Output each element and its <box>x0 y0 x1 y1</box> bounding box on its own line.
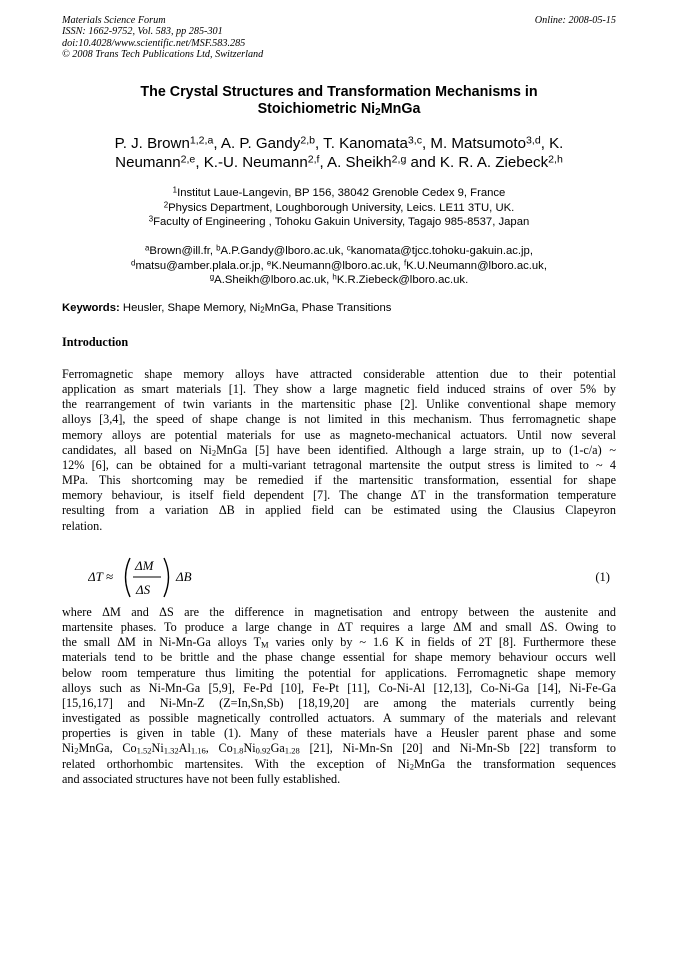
text-line: resulting from a variation ΔB in applied field can be estimated using the Clausius Clapeyron <box>62 503 616 518</box>
equation-1 <box>88 550 616 604</box>
paragraph-1 <box>62 367 616 534</box>
text-line: alloys [3,4], the speed of shape change is not limited in this mechanism. Thus ferromagnetic shape <box>62 412 616 427</box>
title-line-1: The Crystal Structures and Transformation Mechanisms in <box>140 84 538 100</box>
email-link[interactable]: matsu@amber.plala.or.jp <box>135 259 261 272</box>
email-line-3: $^g$A.Sheikh@lboro.ac.uk, $^h$K.R.Ziebeck@lboro.ac.uk. <box>209 272 469 287</box>
email-link[interactable]: Brown@ill.fr <box>149 245 210 257</box>
online-date: Online: 2008-05-15 <box>534 15 616 26</box>
text-line: application as smart materials [1]. They show a large magnetic field induced strains of over 5% by <box>62 382 616 397</box>
text-line: 12% [6], can be obtained for a multi-variant tetragonal martensite the output stress is limited to ~ 4 <box>62 457 616 472</box>
eq-numerator: ΔM <box>135 558 154 573</box>
author: A. P. Gandy <box>220 135 301 152</box>
author: K. R. A. Ziebeck <box>439 154 549 171</box>
section-heading: Introduction <box>62 335 129 349</box>
email-link[interactable]: A.Sheikh@lboro.ac.uk <box>214 274 327 287</box>
eq-denominator: ΔS <box>136 582 151 597</box>
equation-graphic <box>88 550 348 604</box>
text-line: memory alloys are potential materials for use as magneto-mechanical actuators. Until now several <box>62 427 616 442</box>
text-line: the small ΔM in Ni-Mn-Ga alloys $T_M$ varies only by ~ 1.6 K in fields of 2T [8]. Furthermore these <box>62 635 616 651</box>
author: A. Sheikh <box>327 154 392 171</box>
affiliations <box>62 186 616 230</box>
text-line: and associated structures have not been fully established. <box>62 771 341 786</box>
text-line: $Ni_2MnGa$, $Co_{1.52}Ni_{1.32}Al_{1.16}$, $Co_{1.8}Ni_{0.92}Ga_{1.28}$ [21], Ni-Mn-Sn [20] and Ni-Mn-Sb [22] transform to <box>62 741 617 757</box>
eq-rhs: ΔB <box>176 569 192 584</box>
eq-lhs: ΔT ≈ <box>88 569 114 584</box>
text-line: memory behaviour, is itself field dependent [7]. The change ΔT in the transformation temperature <box>62 488 616 503</box>
text-line: MPa. This shortcoming may be remedied if the martensitic transformation, essential for shape <box>62 473 616 488</box>
text-line: relation. <box>62 518 103 533</box>
author-list <box>62 134 616 172</box>
text-line: materials tend to be brittle and the phase change essential for shape memory behaviour occurs well <box>62 650 616 665</box>
text-line: alloys such as Ni-Mn-Ga [5,9], Fe-Pd [10], Fe-Pt [11], Co-Ni-Al [12,13], Co-Ni-Ga [14], Ni-Fe-Ga <box>62 680 616 695</box>
email-line-1: $^a$Brown@ill.fr, $^b$A.P.Gandy@lboro.ac.uk, $^c$kanomata@tjcc.tohoku-gakuin.ac.jp, <box>145 243 533 257</box>
journal-name: Materials Science Forum <box>62 15 166 26</box>
email-list <box>62 244 616 288</box>
eq-left-paren <box>126 558 131 597</box>
author: Neumann <box>115 154 181 171</box>
keywords-label: Keywords: <box>62 302 120 314</box>
author-line-2: Neumann$^{2,e}$, K.-U. Neumann$^{2,f}$, A. Sheikh$^{2,g}$ and K. R. A. Ziebeck$^{2,h}$ <box>115 153 563 171</box>
equation-number: (1) <box>595 570 610 584</box>
email-link[interactable]: A.P.Gandy@lboro.ac.uk <box>220 245 341 257</box>
paragraph-2 <box>62 605 616 787</box>
text-line: where ΔM and ΔS are the difference in magnetisation and entropy between the austenite and <box>62 605 616 619</box>
email-link[interactable]: K.Neumann@lboro.ac.uk <box>271 259 398 272</box>
journal-doi: doi:10.4028/www.scientific.net/MSF.583.285 <box>62 37 246 49</box>
email-line-2: $^d$matsu@amber.plala.or.jp, $^e$K.Neumann@lboro.ac.uk, $^f$K.U.Neumann@lboro.ac.uk, <box>131 258 547 272</box>
text-line: Ferromagnetic shape memory alloys have attracted considerable attention due to their potential <box>62 367 616 381</box>
text-line: martensite phases. To produce a large change in ΔT requires a large ΔM and small ΔS. Owing to <box>62 620 616 635</box>
email-link[interactable]: K.R.Ziebeck@lboro.ac.uk <box>336 274 466 287</box>
affiliation: $^3$Faculty of Engineering , Tohoku Gakuin University, Tagajo 985-8537, Japan <box>148 214 530 229</box>
journal-header <box>62 15 616 61</box>
journal-copyright: © 2008 Trans Tech Publications Ltd, Switzerland <box>62 49 264 61</box>
author: T. Kanomata <box>323 135 408 152</box>
author: M. Matsumoto <box>430 135 527 152</box>
journal-issn: ISSN: 1662-9752, Vol. 583, pp 285-301 <box>62 26 223 38</box>
text-line: below room temperature thus limiting the potential for applications. Ferromagnetic shape memory <box>62 665 616 680</box>
text-line: [15,16,17] and Ni-Mn-Z (Z=In,Sn,Sb) [18,19,20] are among the materials currently being <box>62 695 616 710</box>
text-line: the rearrangement of twin variants in the martensitic phase [2]. Unlike conventional shape memory <box>62 397 616 412</box>
eq-right-paren <box>164 558 169 597</box>
text-line: investigated as possible magnetically controlled actuators. A summary of the materials and relevant <box>62 711 616 726</box>
email-link[interactable]: kanomata@tjcc.tohoku-gakuin.ac.jp <box>350 245 530 257</box>
author: P. J. Brown <box>114 135 190 152</box>
paper-title <box>62 84 616 118</box>
text-line: properties is given in table (1). Many of these materials have a Heusler parent phase and some <box>62 726 616 741</box>
affiliation: $^1$Institut Laue-Langevin, BP 156, 38042 Grenoble Cedex 9, France <box>172 185 506 199</box>
title-line-2: Stoichiometric $Ni_2MnGa$ <box>257 101 421 118</box>
text-line: candidates, all based on $Ni_2MnGa$ [5] have been identified. Although a large strain, up to (1-c/a) ~ <box>62 442 617 458</box>
author: K.-U. Neumann <box>203 154 308 171</box>
affiliation: $^2$Physics Department, Loughborough University, Leics. LE11 3TU, UK. <box>163 200 515 214</box>
keywords: Keywords: Heusler, Shape Memory, $Ni_2MnGa$, Phase Transitions <box>62 302 392 315</box>
author-line-1: P. J. Brown$^{1,2,a}$, A. P. Gandy$^{2,b}$, T. Kanomata$^{3,c}$, M. Matsumoto$^{3,d}$, K. <box>114 134 564 152</box>
text-line: related orthorhombic martensites. With the exception of $Ni_2MnGa$ the transformation sequences <box>62 756 617 772</box>
email-link[interactable]: K.U.Neumann@lboro.ac.uk <box>406 259 544 272</box>
